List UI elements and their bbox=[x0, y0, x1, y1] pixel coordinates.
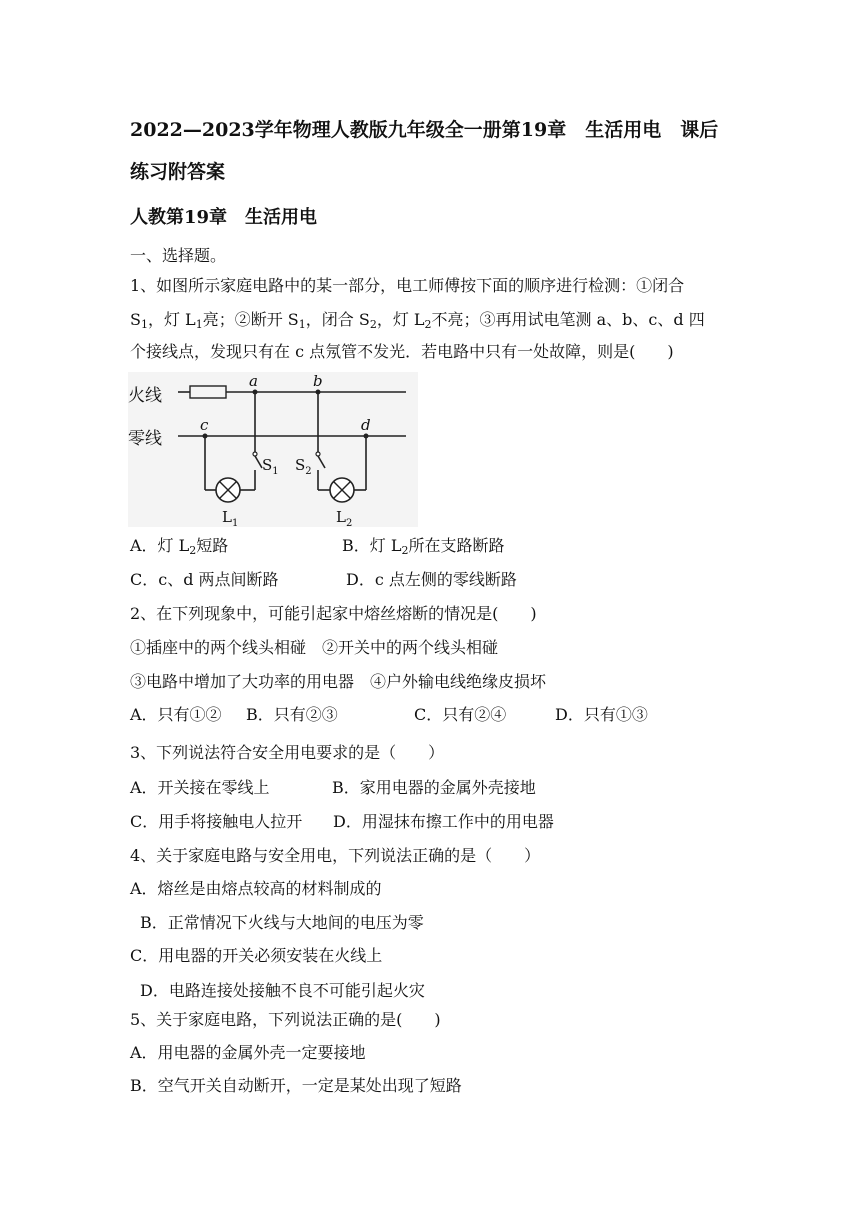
q1-line-2 bbox=[130, 310, 705, 330]
subscript: 2 bbox=[189, 544, 197, 557]
q5-option-a: A．用电器的金属外壳一定要接地 bbox=[130, 1043, 366, 1062]
diagram-background bbox=[128, 372, 418, 527]
q1-text-part: 亮；②断开 S bbox=[202, 310, 299, 329]
q2-option-a: A．只有①② bbox=[130, 705, 222, 724]
option-text: 所在支路断路 bbox=[408, 536, 505, 555]
q2-items-line-1: ①插座中的两个线头相碰 ②开关中的两个线头相碰 bbox=[130, 638, 499, 657]
subscript: 2 bbox=[369, 318, 377, 331]
q2-option-d: D．只有①③ bbox=[555, 705, 648, 724]
option-text: B．灯 L bbox=[342, 536, 402, 555]
q1-option-c: C．c、d 两点间断路 bbox=[130, 570, 279, 589]
q1-text-part: ，灯 L bbox=[376, 310, 425, 329]
section-heading: 一、选择题。 bbox=[130, 246, 227, 265]
option-text: 短路 bbox=[196, 536, 229, 555]
subscript: 2 bbox=[424, 318, 432, 331]
q1-text-part: ，灯 L bbox=[147, 310, 196, 329]
lamp1-label: $L_1$ bbox=[222, 508, 239, 527]
q4-stem: 4、关于家庭电路与安全用电，下列说法正确的是（ ） bbox=[130, 846, 541, 865]
q4-option-c: C．用电器的开关必须安装在火线上 bbox=[130, 946, 383, 965]
document-title-line-2: 练习附答案 bbox=[130, 161, 226, 183]
circuit-diagram-svg bbox=[128, 372, 418, 527]
q2-option-c: C．只有②④ bbox=[414, 705, 507, 724]
switch2-label: $S_2$ bbox=[295, 456, 312, 477]
live-wire-label: 火线 bbox=[128, 386, 162, 406]
circuit-diagram bbox=[128, 372, 418, 527]
subscript: 1 bbox=[195, 318, 203, 331]
q3-option-c: C．用手将接触电人拉开 bbox=[130, 812, 303, 831]
switch2-contact bbox=[316, 452, 320, 456]
q3-stem: 3、下列说法符合安全用电要求的是（ ） bbox=[130, 743, 445, 762]
q4-option-b: B．正常情况下火线与大地间的电压为零 bbox=[140, 913, 424, 932]
q1-option-b bbox=[342, 536, 505, 556]
q2-option-b: B．只有②③ bbox=[246, 705, 338, 724]
q3-option-d: D．用湿抹布擦工作中的用电器 bbox=[333, 812, 554, 831]
q1-option-a bbox=[130, 536, 228, 556]
q1-text-part: ，闭合 S bbox=[305, 310, 370, 329]
point-b-label: b bbox=[313, 372, 323, 390]
q3-option-a: A．开关接在零线上 bbox=[130, 778, 270, 797]
neutral-wire-label: 零线 bbox=[128, 429, 162, 449]
q4-option-a: A．熔丝是由熔点较高的材料制成的 bbox=[130, 879, 382, 898]
q3-option-b: B．家用电器的金属外壳接地 bbox=[332, 778, 536, 797]
switch1-label: $S_1$ bbox=[262, 456, 279, 477]
point-a-label: a bbox=[249, 372, 258, 390]
q1-line-3: 个接线点，发现只有在 c 点氖管不发光．若电路中只有一处故障，则是( ) bbox=[130, 342, 674, 361]
lamp2-label: $L_2$ bbox=[336, 508, 353, 527]
q1-text-part: 不亮；③再用试电笔测 a、b、c、d 四 bbox=[431, 310, 705, 329]
option-text: A．灯 L bbox=[130, 536, 190, 555]
subscript: 1 bbox=[140, 318, 148, 331]
point-d-label: d bbox=[361, 416, 371, 434]
q5-option-b: B．空气开关自动断开，一定是某处出现了短路 bbox=[130, 1076, 462, 1095]
subscript: 2 bbox=[401, 544, 409, 557]
q1-option-d: D．c 点左侧的零线断路 bbox=[346, 570, 517, 589]
chapter-heading: 人教第19章 生活用电 bbox=[130, 207, 318, 228]
switch1-contact bbox=[253, 452, 257, 456]
q4-option-d: D．电路连接处接触不良不可能引起火灾 bbox=[140, 981, 425, 1000]
q1-text-part: S bbox=[130, 310, 141, 329]
subscript: 1 bbox=[298, 318, 306, 331]
q2-stem: 2、在下列现象中，可能引起家中熔丝熔断的情况是( ) bbox=[130, 604, 537, 623]
q2-items-line-2: ③电路中增加了大功率的用电器 ④户外输电线绝缘皮损坏 bbox=[130, 672, 547, 691]
q5-stem: 5、关于家庭电路，下列说法正确的是( ) bbox=[130, 1010, 441, 1029]
point-c-label: c bbox=[200, 416, 209, 434]
document-title-line-1: 2022—2023学年物理人教版九年级全一册第19章 生活用电 课后 bbox=[130, 119, 719, 141]
q1-line-1: 1、如图所示家庭电路中的某一部分，电工师傅按下面的顺序进行检测：①闭合 bbox=[130, 276, 685, 295]
